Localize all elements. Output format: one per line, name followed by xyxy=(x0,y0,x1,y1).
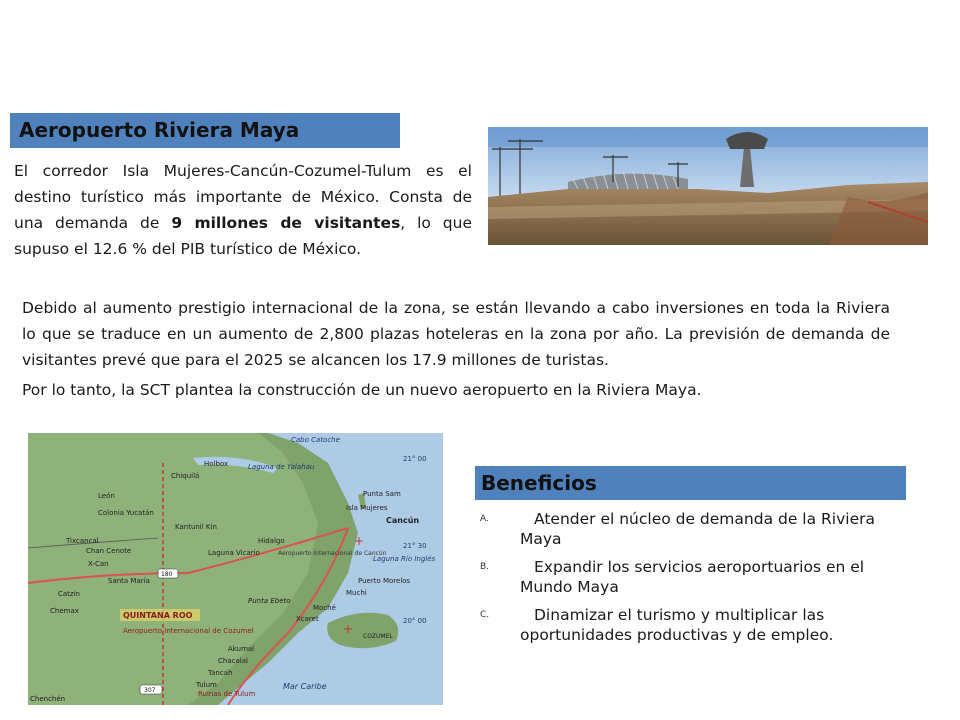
conclusion-paragraph: Por lo tanto, la SCT plantea la construcción de un nuevo aeropuerto en la Riviera Maya. xyxy=(22,381,702,399)
riviera-maya-map xyxy=(28,433,443,705)
map-label: COZUMEL xyxy=(363,633,393,640)
map-label: Tancah xyxy=(208,669,233,677)
intro-text-part2: , lo que supuso el 12.6 % del PIB turístico de México. xyxy=(14,214,472,258)
road-180-label: 180 xyxy=(161,571,173,578)
map-label: Laguna Río Inglés xyxy=(373,555,436,563)
map-label: Laguna Vicario xyxy=(208,549,260,557)
map-label: Mar Caribe xyxy=(283,682,327,691)
section-title-beneficios: Beneficios xyxy=(475,466,906,500)
map-label: Aeropuerto Internacional de Cozumel xyxy=(123,627,254,635)
map-label: Kantunil Kin xyxy=(175,523,217,531)
benefit-item xyxy=(480,605,920,645)
map-label: Laguna de Yalahau xyxy=(248,463,315,471)
intro-text-highlight: 9 millones de visitantes xyxy=(171,214,401,232)
intro-paragraph xyxy=(14,158,472,262)
map-label: Cancún xyxy=(386,516,420,525)
investment-paragraph: Debido al aumento prestigio internacional de la zona, se están llevando a cabo inversiones en toda la Riviera lo que se traduce en un aumento de 2,800 plazas hoteleras en la zona por año. La previsión de demanda de visitantes prevé que para el 2025 se alcancen los 17.9 millones de turistas. xyxy=(22,299,890,369)
map-label: Muchi xyxy=(346,589,367,597)
map-label: Holbox xyxy=(204,460,229,468)
section-title-aeropuerto: Aeropuerto Riviera Maya xyxy=(10,113,400,148)
airport-marker-cancun-icon: + xyxy=(354,534,365,548)
benefit-item xyxy=(480,557,920,597)
benefits-list xyxy=(480,509,920,653)
map-label: Tixcancal xyxy=(66,537,99,545)
intro-text-part1: El corredor Isla Mujeres-Cancún-Cozumel-Tulum es el destino turístico más importante de México. Consta de una demanda de xyxy=(14,162,472,232)
map-label: Punta Sam xyxy=(363,490,401,498)
benefit-text: Expandir los servicios aeroportuarios en el Mundo Maya xyxy=(520,558,865,596)
map-label: 20° 00 xyxy=(403,617,427,625)
airport-marker-cozumel-icon: + xyxy=(343,622,354,636)
map-label: Colonia Yucatán xyxy=(98,509,154,517)
map-label: Akumal xyxy=(228,645,255,653)
map-label: 21° 00 xyxy=(403,455,427,463)
benefit-marker: A. xyxy=(480,514,489,524)
map-label: Catzín xyxy=(58,590,80,598)
benefit-text: Dinamizar el turismo y multiplicar las oportunidades productivas y de empleo. xyxy=(520,606,834,644)
map-label: León xyxy=(98,492,115,500)
map-label: Chemax xyxy=(50,607,79,615)
map-label: Chan Cenote xyxy=(86,547,132,555)
map-label: X-Can xyxy=(88,560,109,568)
map-label: Punta Ebeto xyxy=(248,597,291,605)
benefit-text: Atender el núcleo de demanda de la Riviera Maya xyxy=(520,510,875,548)
map-label: Isla Mujeres xyxy=(346,504,388,512)
map-label: QUINTANA ROO xyxy=(123,611,193,620)
map-label: Chenchén xyxy=(30,695,66,703)
map-label: Moché xyxy=(313,604,336,612)
benefit-marker: C. xyxy=(480,610,490,620)
airport-construction-photo xyxy=(488,127,928,245)
map-label: Hidalgo xyxy=(258,537,285,545)
map-label: Aeropuerto Internacional de Cancún xyxy=(278,550,387,557)
map-label: Ruinas de Tulum xyxy=(198,690,256,698)
map-label: Puerto Morelos xyxy=(358,577,411,585)
map-label: Santa María xyxy=(108,577,150,585)
map-label: 21° 30 xyxy=(403,542,427,550)
map-label: Tulum xyxy=(196,681,217,689)
map-label: Chiquilá xyxy=(171,472,200,480)
road-307-label: 307 xyxy=(144,687,156,694)
benefit-item xyxy=(480,509,920,549)
map-label: Xcaret xyxy=(296,615,319,623)
map-label: Chacalal xyxy=(218,657,248,665)
benefit-marker: B. xyxy=(480,562,490,572)
map-label: Cabo Catoche xyxy=(291,436,340,444)
